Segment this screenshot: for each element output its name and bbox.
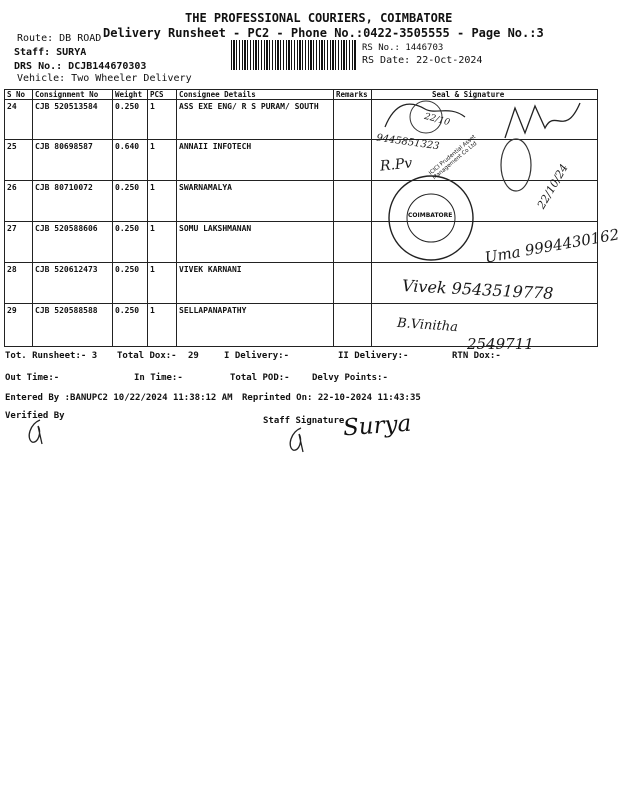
verified-by-label: Verified By — [5, 411, 65, 421]
cell-weight: 0.250 — [113, 100, 148, 140]
cell-consignment: CJB 520588588 — [33, 304, 113, 347]
cell-weight: 0.250 — [113, 304, 148, 347]
delvy-points-label: Delvy Points:- — [312, 373, 388, 383]
cell-consignment: CJB 520612473 — [33, 263, 113, 304]
cell-remarks — [334, 181, 372, 222]
cell-sno: 29 — [5, 304, 33, 347]
cell-weight: 0.250 — [113, 263, 148, 304]
company-title: THE PROFESSIONAL COURIERS, COIMBATORE — [185, 11, 453, 25]
cell-consignment: CJB 520588606 — [33, 222, 113, 263]
cell-remarks — [334, 140, 372, 181]
seal-scribble-icon — [380, 97, 470, 139]
oval-stamp-icon — [497, 135, 535, 195]
seal-company-text: ICICI Prudential Asset Management Co Ltd — [428, 134, 479, 182]
cell-pcs: 1 — [148, 304, 177, 347]
cell-weight: 0.640 — [113, 140, 148, 181]
cell-sno: 28 — [5, 263, 33, 304]
total-pod-label: Total POD:- — [230, 373, 290, 383]
staff-initial-signature-icon — [283, 426, 313, 454]
runsheet-title: Delivery Runsheet - PC2 - Phone No.:0422-3505555 - Page No.:3 — [103, 26, 544, 40]
reprinted-on: Reprinted On: 22-10-2024 11:43:35 — [242, 393, 421, 403]
entered-by: Entered By :BANUPC2 10/22/2024 11:38:12 AM — [5, 393, 233, 403]
cell-remarks — [334, 263, 372, 304]
verified-signature-icon — [22, 418, 52, 446]
cell-consignment: CJB 80698587 — [33, 140, 113, 181]
cell-pcs: 1 — [148, 263, 177, 304]
col-header-weight: Weight — [113, 90, 148, 100]
cell-remarks — [334, 100, 372, 140]
col-header-remarks: Remarks — [334, 90, 372, 100]
cell-remarks — [334, 222, 372, 263]
barcode-image — [231, 40, 357, 70]
vehicle-label: Vehicle: Two Wheeler Delivery — [17, 73, 192, 84]
staff-signature-label: Staff Signature — [263, 416, 345, 426]
cell-consignment: CJB 520513584 — [33, 100, 113, 140]
total-dox-value: 29 — [188, 351, 199, 361]
cell-pcs: 1 — [148, 100, 177, 140]
cell-consignee: VIVEK KARNANI — [177, 263, 334, 304]
tot-runsheet: Tot. Runsheet:- 3 — [5, 351, 98, 361]
cell-pcs: 1 — [148, 222, 177, 263]
col-header-sno: S No — [5, 90, 33, 100]
cell-pcs: 1 — [148, 181, 177, 222]
cell-sno: 24 — [5, 100, 33, 140]
drs-number: DRS No.: DCJB144670303 — [14, 61, 147, 72]
handwritten-uma: Uma 9994430162 — [483, 225, 621, 267]
handwritten-vivek: Vivek 9543519778 — [401, 276, 554, 303]
col-header-consignment: Consignment No — [33, 90, 113, 100]
col-header-seal: Seal & Signature — [372, 90, 598, 100]
handwritten-date-1: 22/10 — [423, 111, 451, 129]
rs-number: RS No.: 1446703 — [362, 43, 444, 53]
col-header-consignee: Consignee Details — [177, 90, 334, 100]
cell-sno: 26 — [5, 181, 33, 222]
handwritten-phone-1: 9445851323 — [375, 132, 441, 153]
ii-delivery-label: II Delivery:- — [338, 351, 409, 361]
rtn-dox-label: RTN Dox:- — [452, 351, 501, 361]
handwritten-vinitha-phone: 2549711 — [467, 335, 534, 353]
cell-consignee: SWARNAMALYA — [177, 181, 334, 222]
cell-consignee: SOMU LAKSHMANAN — [177, 222, 334, 263]
staff-label: Staff: SURYA — [14, 47, 87, 58]
i-delivery-label: I Delivery:- — [224, 351, 290, 361]
cell-consignee: SELLAPANAPATHY — [177, 304, 334, 347]
out-time-label: Out Time:- — [5, 373, 60, 383]
in-time-label: In Time:- — [134, 373, 183, 383]
handwritten-date-2: 22/10/24 — [534, 161, 571, 212]
handwritten-vinitha: B.Vinitha — [396, 315, 459, 336]
cell-consignment: CJB 80710072 — [33, 181, 113, 222]
total-dox-label: Total Dox:- — [117, 351, 177, 361]
cell-sno: 27 — [5, 222, 33, 263]
col-header-pcs: PCS — [148, 90, 177, 100]
rs-date: RS Date: 22-Oct-2024 — [362, 55, 483, 66]
staff-handwritten-signature: Surya — [342, 410, 413, 442]
cell-weight: 0.250 — [113, 222, 148, 263]
route-label: Route: DB ROAD — [17, 33, 102, 44]
cell-remarks — [334, 304, 372, 347]
cell-consignee: ASS EXE ENG/ R S PURAM/ SOUTH — [177, 100, 334, 140]
cell-pcs: 1 — [148, 140, 177, 181]
handwritten-initials: R.Pv — [379, 155, 414, 175]
cell-sno: 25 — [5, 140, 33, 181]
seal-city: COIMBATORE — [408, 212, 453, 219]
cell-weight: 0.250 — [113, 181, 148, 222]
cell-consignee: ANNAII INFOTECH — [177, 140, 334, 181]
